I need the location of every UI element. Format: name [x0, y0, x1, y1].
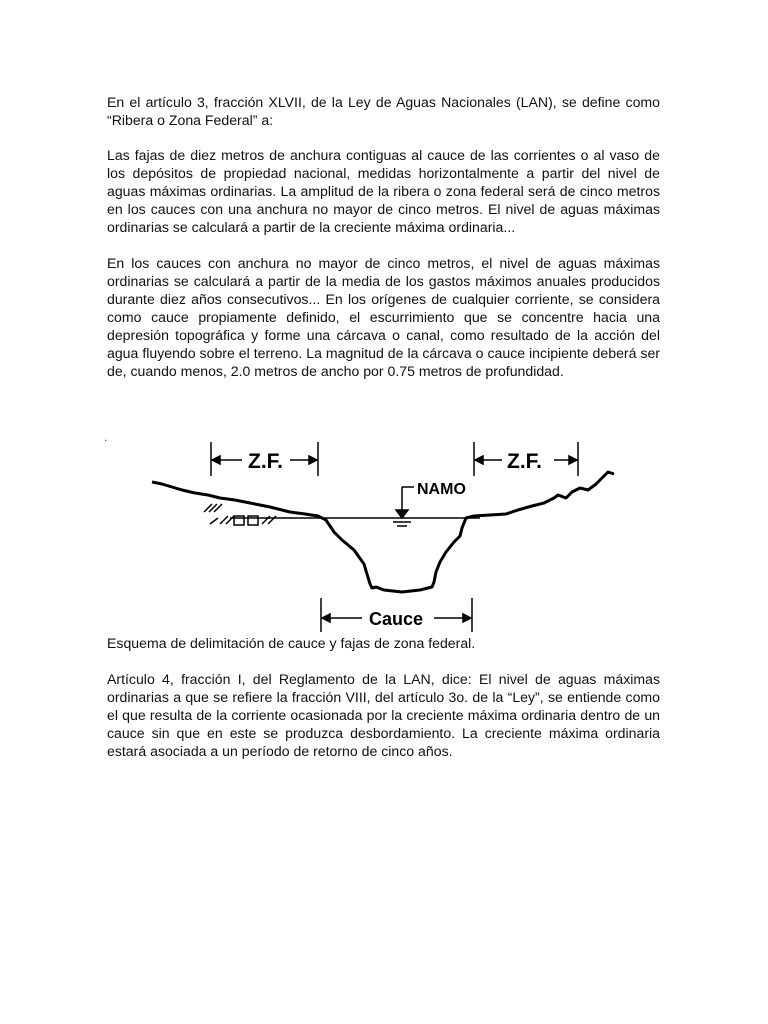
paragraph-article-3: En el artículo 3, fracción XLVII, de la Ley de Aguas Nacionales (LAN), se define como “Ribera o Zona Federal” a:: [107, 94, 660, 128]
figure-caption: Esquema de delimitación de cauce y fajas de zona federal.: [107, 635, 476, 651]
zf-right-label: Z.F.: [507, 450, 542, 473]
namo-label: NAMO: [417, 481, 466, 498]
cauce-label: Cauce: [369, 609, 424, 629]
zf-left-label: Z.F.: [248, 450, 283, 473]
water-level-marker: [393, 487, 414, 526]
terrain-profile: [152, 472, 614, 592]
channel-cross-section-diagram: [140, 432, 620, 632]
stray-mark: .: [104, 430, 108, 444]
paragraph-article-4: Artículo 4, fracción I, del Reglamento de la LAN, dice: El nivel de aguas máximas ordinarias a que se refiere la fracción VIII, del artículo 3o. de la “Ley”, se entiende como el que resulta de la corriente ocasionada por la creciente máxima ordinaria dentro de un cauce sin que en este se produzca desbordamiento. La creciente máxima ordinaria estará asociada a un período de retorno de cinco años.: [107, 671, 660, 759]
paragraph-definition: Las fajas de diez metros de anchura contiguas al cauce de las corrientes o al vaso de los depósitos de propiedad nacional, medidas horizontalmente a partir del nivel de aguas máximas ordinarias. La amplitud de la ribera o zona federal será de cinco metros en los cauces con una anchura no mayor de cinco metros. El nivel de aguas máximas ordinarias se calculará a partir de la creciente máxima ordinaria...: [107, 147, 660, 235]
paragraph-small-channels: En los cauces con anchura no mayor de cinco metros, el nivel de aguas máximas ordinarias se calculará a partir de la media de los gastos máximos anuales producidos durante diez años consecutivos... En los orígenes de cualquier corriente, se considera como cauce propiamente definido, el escurrimiento que se concentre hacia una depresión topográfica y forme una cárcava o canal, como resultado de la acción del agua fluyendo sobre el terreno. La magnitud de la cárcava o cauce incipiente deberá ser de, cuando menos, 2.0 metros de ancho por 0.75 metros de profundidad.: [107, 255, 660, 379]
